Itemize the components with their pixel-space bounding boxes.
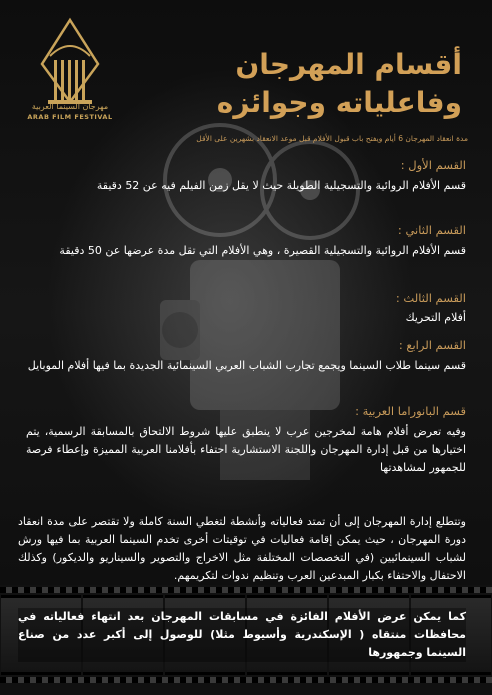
section-2-title: القسم الثاني :	[397, 223, 466, 237]
section-3-body: أفلام التحريك	[405, 311, 466, 324]
page-title-line1: أقسام المهرجان	[235, 48, 462, 81]
section-1-title: القسم الأول :	[400, 158, 466, 172]
section-2-body: قسم الأفلام الروائية والتسجيلية القصيرة ، وهي الأفلام التي تقل مدة عرضها عن 50 دقيقة	[59, 244, 466, 257]
film-strip-holes-bottom	[0, 677, 492, 683]
intro-text: مدة انعقاد المهرجان 6 أيام ويفتح باب قبول الأفلام قبل موعد الانعقاد بشهرين على الأقل	[196, 134, 468, 143]
paragraph-activities: وتتطلع إدارة المهرجان إلى أن تمتد فعالياته وأنشطة لتغطي السنة كاملة ولا تقتصر على مدة انعقاد دورة المهرجان ، حيث يمكن إقامة فعاليات في توقيتات أخرى تخدم السينما العربية بما فيها ورش لشباب السينمائيين (في التخصصات المختلفة مثل الاخراج والتصوير والسيناريو والديكور) وكذلك الاحتفال والاحتفاء بكبار المبدعين العرب وتنظيم ندوات لتكريمهم.	[18, 515, 466, 582]
section-4-body: قسم سينما طلاب السينما ويجمع تجارب الشباب العربي السينمائية الجديدة بما فيها أفلام الموبايل	[27, 359, 466, 372]
film-strip-holes-top	[0, 587, 492, 593]
logo-arabic-text: مهرجان السينما العربية	[31, 102, 109, 111]
section-3-title: القسم الثالث :	[395, 291, 466, 305]
section-5-body: وفيه تعرض أفلام هامة لمخرجين عرب لا ينطبق عليها شروط الالتحاق بالمسابقة الرسمية، يتم اختيارها من قبل إدارة المهرجان واللجنة الاستشارية احتفاء بأفلامنا العربية المميزة وإعطاء فرصة للجمهور لمشاهدتها	[26, 425, 466, 474]
paragraph-screenings: كما يمكن عرض الأفلام الفائزة في مسابقات المهرجان بعد انتهاء فعالياته في محافظات منتقاه ( الإسكندرية وأسيوط مثلا) للوصول إلى أكبر عدد من صناع السينما وجمهورها	[18, 608, 466, 662]
section-5-title: قسم البانوراما العربية :	[355, 404, 466, 418]
section-1-body: قسم الأفلام الروائية والتسجيلية الطويلة حيث لا يقل زمن الفيلم فيه عن 52 دقيقة	[96, 179, 466, 192]
section-4-title: القسم الرابع :	[398, 338, 466, 352]
logo-english-text: ARAB FILM FESTIVAL	[27, 113, 113, 121]
page-title-line2: وفاعلياته وجوائزه	[216, 86, 462, 119]
